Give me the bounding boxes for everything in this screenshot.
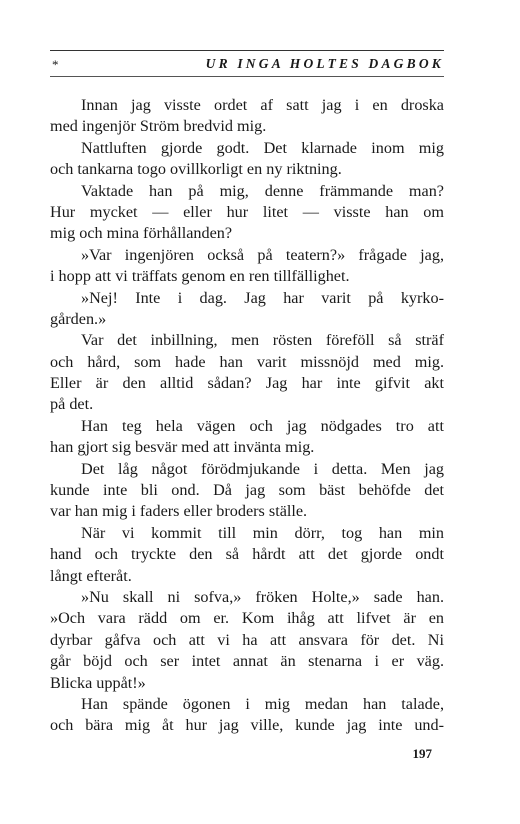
text-line: Innan jag visste ordet af satt jag i en droska bbox=[81, 96, 444, 114]
text-line: Det låg något förödmjukande i detta. Men jag bbox=[81, 459, 444, 478]
text-line: Han teg hela vägen och jag nödgades tro att bbox=[81, 416, 444, 435]
text-line: mig och mina förhållanden? bbox=[50, 224, 233, 243]
body-text bbox=[50, 95, 444, 737]
text-line: »Var ingenjören också på teatern?» frågade jag, bbox=[81, 245, 444, 264]
text-line: dyrbar gåfva och att vi ha att ansvara för det. Ni bbox=[50, 630, 444, 649]
text-line: »Nej! Inte i dag. Jag har varit på kyrko- bbox=[81, 288, 444, 307]
text-line: Nattluften gjorde godt. Det klarnade inom mig bbox=[81, 138, 444, 157]
text-line: går böjd och ser intet annat än stenarna i er väg. bbox=[50, 652, 444, 671]
text-line: När vi kommit till min dörr, tog han min bbox=[81, 523, 444, 542]
text-line: Blicka uppåt!» bbox=[50, 673, 146, 692]
text-line: och hård, som hade han varit missnöjd med mig. bbox=[50, 352, 444, 371]
running-head: UR INGA HOLTES DAGBOK bbox=[205, 56, 444, 71]
text-line: Var det inbillning, men rösten föreföll så sträf bbox=[81, 331, 444, 350]
text-line: »Och vara rädd om er. Kom ihåg att lifvet är en bbox=[50, 609, 444, 628]
text-line: på det. bbox=[50, 395, 94, 414]
text-line: Eller är den alltid sådan? Jag har inte gifvit akt bbox=[50, 374, 444, 393]
text-line: hand och tryckte den så hårdt att det gjorde ondt bbox=[50, 545, 444, 564]
text-line: Hur mycket — eller hur litet — visste han om bbox=[50, 202, 444, 221]
header-rule-top bbox=[50, 50, 444, 51]
text-line: Vaktade han på mig, denne främmande man? bbox=[81, 181, 444, 200]
header-ornament: * bbox=[52, 57, 59, 72]
text-line: var han mig i faders eller broders ställe. bbox=[50, 502, 308, 521]
text-line: gården.» bbox=[50, 309, 107, 328]
text-line: han gjort sig besvär med att invänta mig. bbox=[50, 438, 315, 457]
text-line: Han spände ögonen i mig medan han talade, bbox=[81, 694, 444, 713]
text-line: med ingenjör Ström bredvid mig. bbox=[50, 117, 267, 136]
text-line: »Nu skall ni sofva,» fröken Holte,» sade han. bbox=[81, 587, 444, 606]
text-line: och tankarna togo ovillkorligt en ny riktning. bbox=[50, 160, 342, 179]
text-line: långt efteråt. bbox=[50, 566, 132, 585]
text-line: i hopp att vi träffats genom en ren tillfällighet. bbox=[50, 267, 350, 286]
text-line: kunde inte bli ond. Då jag som bäst behöfde det bbox=[50, 481, 444, 500]
text-line: och bära mig åt hur jag ville, kunde jag inte und- bbox=[50, 716, 444, 735]
page-header bbox=[50, 46, 444, 86]
page-number: 197 bbox=[412, 746, 432, 761]
header-rule-bottom bbox=[50, 76, 444, 77]
